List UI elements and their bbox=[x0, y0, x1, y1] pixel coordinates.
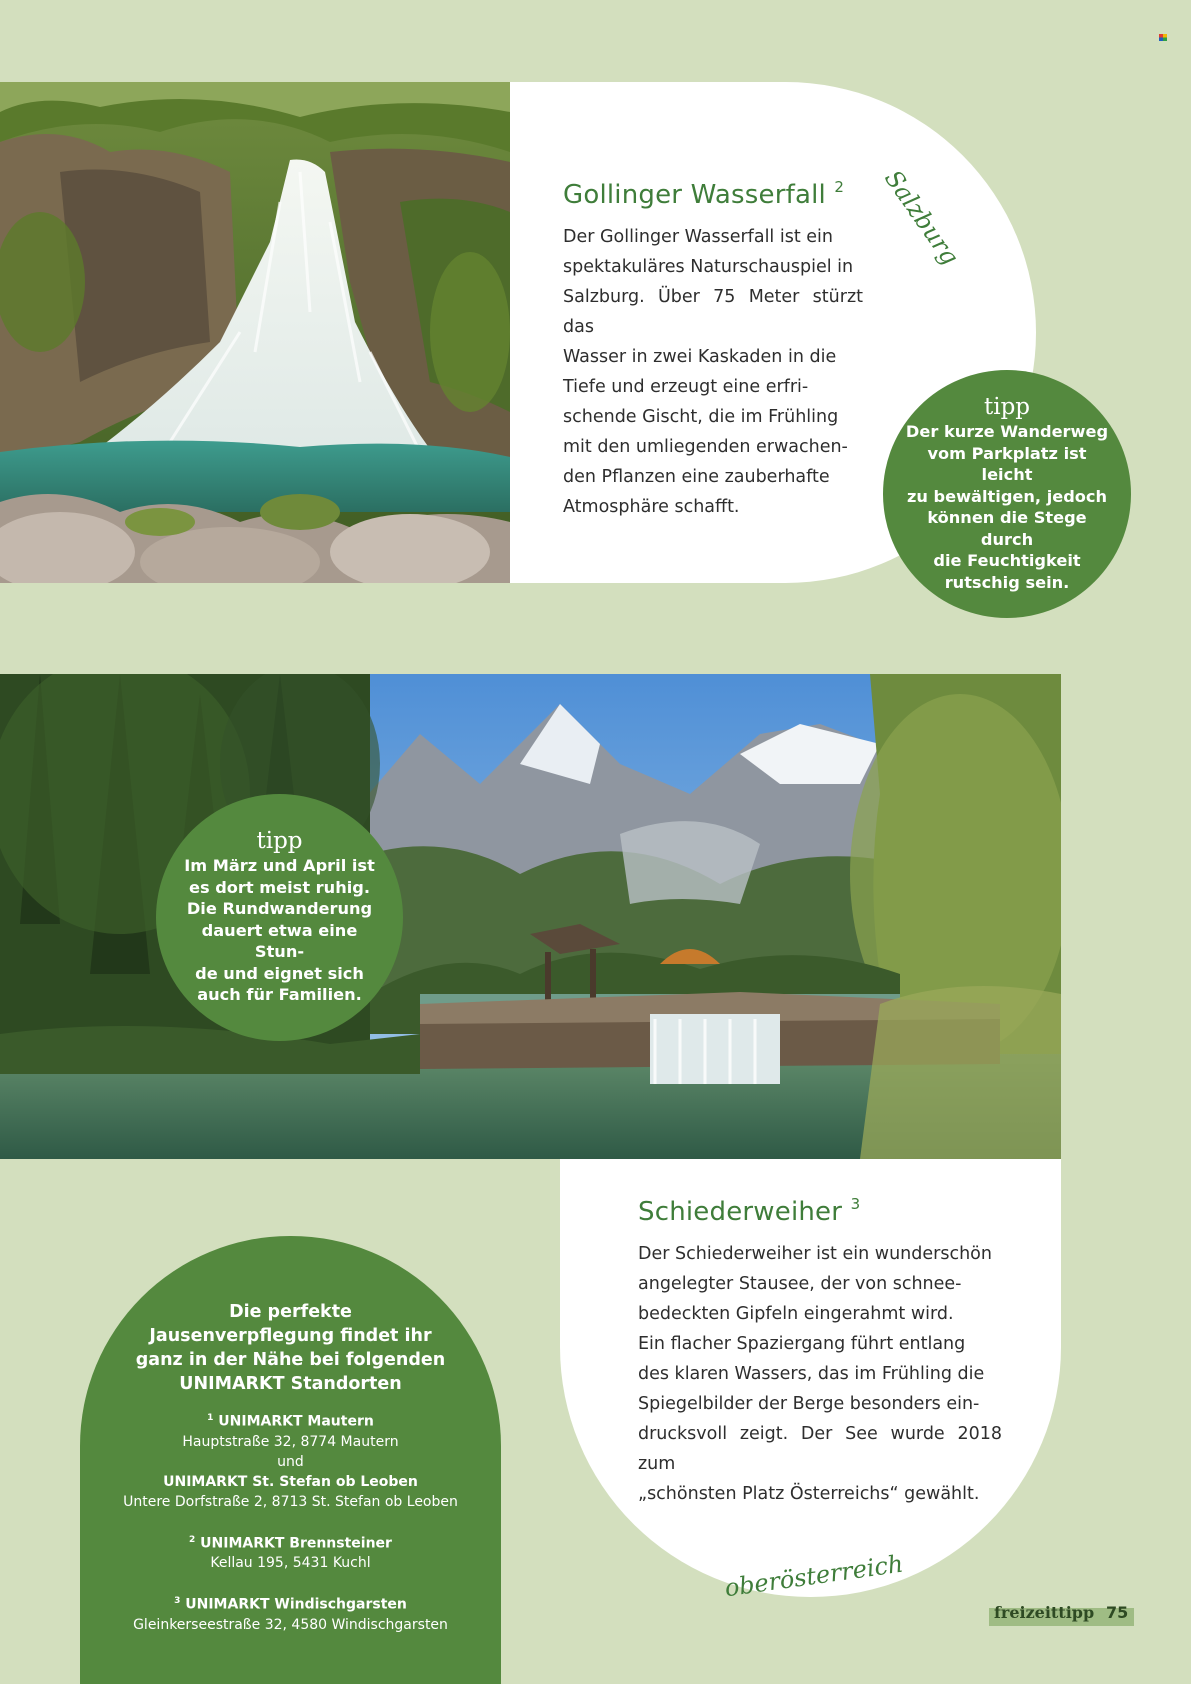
tip-line: rutschig sein. bbox=[944, 572, 1070, 592]
intro-line: Die perfekte bbox=[229, 1302, 352, 1322]
store-conjunction: und bbox=[277, 1453, 304, 1470]
body-line: Atmosphäre schafft. bbox=[563, 497, 740, 517]
region-label-oberoesterreich: oberösterreich bbox=[722, 1549, 905, 1603]
store-address: Kellau 195, 5431 Kuchl bbox=[210, 1555, 371, 1572]
body-line: Wasser in zwei Kaskaden in die bbox=[563, 347, 837, 367]
article-gollinger bbox=[563, 178, 863, 522]
body-line: Ein flacher Spaziergang führt entlang bbox=[638, 1334, 966, 1354]
body-line: schende Gischt, die im Frühling bbox=[563, 407, 839, 427]
footnote-ref: 2 bbox=[834, 178, 845, 196]
article-schiederweiher bbox=[638, 1195, 1002, 1509]
tip-line: es dort meist ruhig. bbox=[188, 877, 371, 897]
tip-label: tipp bbox=[983, 394, 1031, 420]
article-body bbox=[638, 1239, 1002, 1509]
store-name: $^2$ UNIMARKT Brennsteiner bbox=[189, 1534, 392, 1552]
body-line: drucksvoll zeigt. Der See wurde 2018 zum bbox=[638, 1424, 1002, 1474]
store-address: Gleinkerseestraße 32, 4580 Windischgarsten bbox=[133, 1616, 448, 1633]
corner-color-mark bbox=[1159, 34, 1167, 41]
tip-line: Der kurze Wanderweg bbox=[905, 422, 1109, 441]
body-line: bedeckten Gipfeln eingerahmt wird. bbox=[638, 1304, 954, 1324]
store-address: Hauptstraße 32, 8774 Mautern bbox=[182, 1433, 399, 1450]
tip-line: die Feuchtigkeit bbox=[933, 551, 1081, 570]
footer-brand: freizeittipp bbox=[994, 1603, 1095, 1622]
tip-label: tipp bbox=[256, 828, 303, 855]
tip-line: zu bewältigen, jedoch bbox=[906, 486, 1108, 506]
store-name: UNIMARKT St. Stefan ob Leoben bbox=[163, 1473, 418, 1490]
tip-line: auch für Familien. bbox=[197, 985, 362, 1005]
body-line: Salzburg. Über 75 Meter stürzt das bbox=[563, 287, 863, 337]
tip-line: Im März und April ist bbox=[184, 856, 375, 876]
tip-text bbox=[900, 421, 1115, 593]
body-line: „schönsten Platz Österreichs“ gewählt. bbox=[638, 1484, 980, 1504]
region-label-salzburg: Salzburg bbox=[879, 165, 965, 271]
body-line: des klaren Wassers, das im Frühling die bbox=[638, 1364, 985, 1384]
article-body bbox=[563, 222, 863, 522]
intro-line: Jausenverpflegung findet ihr bbox=[149, 1326, 432, 1346]
body-line: spektakuläres Naturschauspiel in bbox=[563, 257, 854, 277]
body-line: angelegter Stausee, der von schnee- bbox=[638, 1274, 962, 1294]
body-line: den Pflanzen eine zauberhafte bbox=[563, 467, 830, 487]
body-line: Spiegelbilder der Berge besonders ein- bbox=[638, 1394, 980, 1414]
body-line: Der Schiederweiher ist ein wunderschön bbox=[638, 1244, 992, 1264]
page-number: 75 bbox=[1106, 1603, 1129, 1622]
stores-intro bbox=[120, 1300, 461, 1396]
store-address: Untere Dorfstraße 2, 8713 St. Stefan ob Leoben bbox=[123, 1493, 458, 1510]
footnote-ref: 3 bbox=[850, 1195, 861, 1213]
store-name: $^1$ UNIMARKT Mautern bbox=[207, 1413, 374, 1430]
body-line: Tiefe und erzeugt eine erfri- bbox=[563, 377, 809, 397]
waterfall-photo bbox=[0, 82, 510, 583]
tip-circle-gollinger bbox=[883, 370, 1131, 618]
intro-line: ganz in der Nähe bei folgenden bbox=[135, 1350, 446, 1370]
tip-line: de und eignet sich bbox=[195, 963, 364, 983]
tip-circle-schiederweiher bbox=[156, 794, 403, 1041]
tip-line: Die Rundwanderung bbox=[186, 899, 373, 919]
store-name: $^3$ UNIMARKT Windischgarsten bbox=[174, 1596, 407, 1613]
store-list bbox=[80, 1408, 501, 1635]
body-line: mit den umliegenden erwachen- bbox=[563, 437, 848, 457]
tip-text bbox=[177, 855, 382, 1006]
store-locations-panel bbox=[80, 1236, 501, 1684]
article-title: Schiederweiher $^3$ bbox=[638, 1195, 861, 1227]
intro-line: UNIMARKT Standorten bbox=[179, 1374, 402, 1394]
tip-line: können die Stege durch bbox=[927, 508, 1087, 549]
tip-line: dauert etwa eine Stun- bbox=[201, 920, 358, 962]
article-title: Gollinger Wasserfall $^2$ bbox=[563, 178, 845, 210]
tip-line: vom Parkplatz ist leicht bbox=[927, 443, 1087, 484]
body-line: Der Gollinger Wasserfall ist ein bbox=[563, 227, 833, 247]
